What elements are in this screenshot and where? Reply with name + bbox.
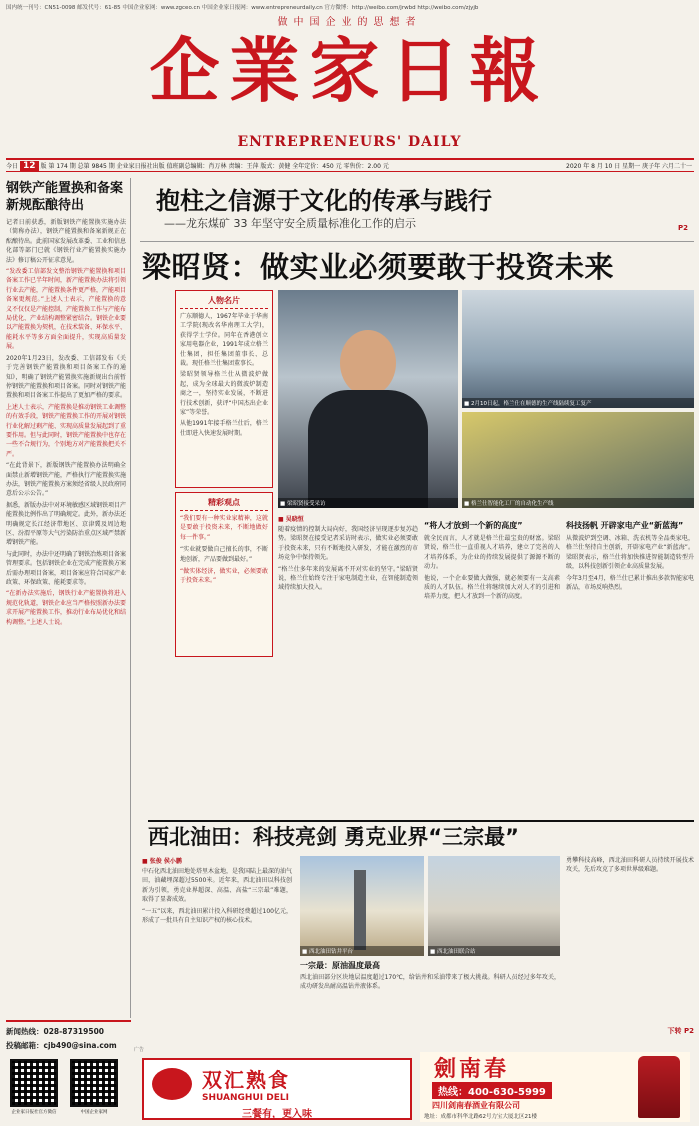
page-count-unit: 版 — [40, 163, 47, 170]
masthead-english: ENTREPRENEURS' DAILY — [237, 134, 462, 150]
left-paragraph: 2020年1月23日，发改委、工信部发布《关于完善钢铁产能置换和项目备案工作的通知》，明确了钢铁产能置换实施新规出台前暂停钢铁产能置换和项目备案。同时对钢铁产能置换和项目备案工作提出了更加严格的要求。 — [6, 354, 126, 400]
quotes-box — [175, 492, 273, 657]
feature-2-subhead: “将人才放到一个新的高度” — [424, 521, 523, 530]
profile-box-title: 人物名片 — [180, 295, 268, 309]
left-paragraph: 与此同时，办法中还明确了钢铁冶炼项目备案管理要求。包括钢铁企业在完成产能置换方案后需办理项目备案，项目备案应符合国家产业政策、环保政策、能耗要求等。 — [6, 550, 126, 587]
feature-3-subhead: 一宗最：原油温度最高 — [300, 961, 380, 970]
left-headline[interactable]: 钢铁产能置换和备案新规酝酿待出 — [6, 181, 124, 213]
feature-2-body: 从微波炉到空调、冰箱、洗衣机等全品类家电，格兰仕坚持自主创新，开辟家电产业“新蓝海”。梁昭贤表示，格兰仕将加快推进智能制造转型升级，以科技创新引领企业高质量发展。 — [566, 535, 694, 571]
feature-3-col-2 — [300, 960, 560, 1044]
hotline-row — [6, 1026, 131, 1037]
shuanghui-name: 双汇熟食 — [202, 1068, 290, 1092]
portrait-face — [340, 330, 396, 396]
profile-box — [175, 290, 273, 488]
issue-date: 2020 年 8 月 10 日 星期一 庚子年 六月二十一 — [566, 163, 692, 170]
feature-3-body: 勇攀科技高峰，西北油田科研人员持续开展技术攻关，先后攻克了多项世界级难题。 — [566, 857, 694, 874]
qr-label: 企业家日报社官方微信 — [11, 1110, 57, 1115]
feature-2-headline[interactable]: 梁昭贤：做实业必须要敢于投资未来 — [142, 250, 615, 284]
feature-2-body: “格兰仕多年来的发展离不开对实业的坚守。”梁昭贤说，格兰仕始终专注于家电制造主业，在智能制造领域持续加大投入。 — [278, 565, 418, 592]
feature-3-body: 西北油田部分区块地层温度超过170℃，给钻井和采油带来了极大挑战。科研人员经过多年攻关，成功研发出耐高温钻井液体系。 — [300, 974, 560, 991]
oilfield-photo-1-caption: ■ 西北油田钻井平台 — [300, 946, 424, 956]
left-paragraph: “发改委工信部发文整治钢铁产能置换和项目备案工作已半年时间，新产能置换办法将引领行业去产能，产能置换条件更严格，产能项目备案更规范。”上述人士表示，产能置换的意义不仅仅是产能控制，产能置换工作与产能布局优化、产业结构调整紧密结合。钢铁企业要以产能置换为契机，在技术装备、环保水平、能耗水平等多方面全面提升，实现高质量发展。 — [6, 268, 126, 351]
email-row — [6, 1040, 131, 1051]
feature-3-body: 中石化西北油田地处塔里木盆地，是我国陆上最深的油气田，油藏埋深超过5500米。近年来，西北油田以科技创新为引领，勇克业界超深、高温、高盐“三宗最”难题，取得了显著成效。 — [142, 868, 292, 904]
feature-3-col-3 — [566, 856, 694, 1044]
shuanghui-ad[interactable] — [142, 1058, 412, 1120]
left-paragraph: “在此背景下，新版钢铁产能置换办法明确全面禁止新增钢铁产能，严格执行产能置换实施办法，钢铁产能置换方案须经省级人民政府同意后公示公告。” — [6, 462, 126, 498]
left-paragraph: 据悉，新版办法中对环境敏感区域钢铁项目产能置换比例作出了明确规定。此外，新办法还明确规定长江经济带地区、京津冀及周边地区、汾渭平原等大气污染防治重点区域严禁新增钢铁产能。 — [6, 501, 126, 547]
jiannan-address: 地址：成都市科华北路62号力宝大厦北区21楼 — [424, 1114, 537, 1120]
factory-photo-1-caption: ■ 2月10日起，格兰仕在顺德的生产线陆续复工复产 — [462, 398, 694, 408]
shuanghui-slogan: 三餐有，更入味 — [242, 1109, 312, 1120]
feature-2-col-3 — [566, 514, 694, 814]
profile-text: 从他1991年接手格兰仕后，格兰仕即进入快速发展时期。 — [180, 420, 268, 437]
factory-photo-1[interactable] — [462, 290, 694, 408]
shuanghui-english: SHUANGHUI DELI — [202, 1093, 289, 1103]
portrait-photo[interactable] — [278, 290, 458, 508]
feature-2-author: ■ 吴晓恒 — [278, 516, 304, 523]
drill-rig-shape — [354, 870, 366, 950]
jiannan-phone[interactable]: 热线：400-630-5999 — [432, 1082, 552, 1099]
profile-text: 广东顺德人，1967年毕业于华南工学院(现改名华南理工大学)，获得学士学位。同年在香港创立家用电器企业，1991年成立格兰仕集团，担任集团董事长、总裁。现任格兰仕集团董事长。 — [180, 313, 268, 368]
masthead-slogan: 做中国企业的思想者 — [277, 17, 422, 28]
jiannan-ad[interactable] — [420, 1052, 690, 1122]
feature-2-body: 就全民而言，人才就是格兰仕最宝贵的财富。梁昭贤说，格兰仕一直重视人才培养，建立了完善的人才培养体系，为企业的持续发展提供了源源不断的动力。 — [424, 535, 560, 571]
hotline-number[interactable]: 028-87319500 — [43, 1027, 105, 1036]
left-paragraph: 上述人士表示，产能置换是推动钢铁工业调整的有效手段，钢铁产能置换工作的开展对钢铁行业化解过剩产能、实现高质量发展起到了重要作用。但与此同时，钢铁产能置换中也存在一些不合规行为，个别地方对产能置换把关不严。 — [6, 403, 126, 458]
feature-1-headline[interactable]: 抱柱之信源于文化的传承与践行 — [156, 186, 492, 215]
qr-label: 中国企业家网 — [80, 1110, 108, 1115]
left-column — [6, 178, 131, 1018]
factory-photo-2-caption: ■ 格兰仕智能化工厂的自动化生产线 — [462, 498, 694, 508]
feature-2-col-1 — [278, 514, 418, 814]
issue-details: 第 174 期 总第 9845 期 企业家日报社出版 值班副总编辑：肖万林 责编：王萍 版式：黄健 全年定价：450 元 零售价：2.00 元 — [48, 163, 389, 170]
wine-bottle-icon — [638, 1056, 680, 1118]
feature-3-page-ref[interactable]: 下转 P2 — [667, 1027, 694, 1035]
left-paragraph: “在新办法实施后，钢铁行业产能置换将进入规范化轨道，钢铁企业应当严格按照新办法要求开展产能置换工作，推动行业布局优化和结构调整。”上述人士说。 — [6, 590, 126, 626]
masthead-title: 企業家日報 — [149, 29, 550, 112]
jiannan-company: 四川剑南春酒业有限公司 — [432, 1101, 520, 1110]
qr-code-icon[interactable] — [70, 1059, 118, 1107]
feature-1-subline: ——龙东煤矿 33 年坚守安全质量标准化工作的启示 — [164, 217, 416, 230]
quote-text: “实业就要做自己擅长的事，不断地创新，产品要做到最好。” — [180, 546, 268, 563]
feature-2-body: 随着疫情的控制大局向好，我国经济呈现逐步复苏趋势。梁昭贤在接受记者采访时表示，做实业必须要敢于投资未来，只有不断地投入研发，才能在激烈的市场竞争中保持领先。 — [278, 526, 418, 562]
email-label: 投稿邮箱： — [6, 1041, 44, 1050]
quote-text: “我们要有一种实业家精神，这就是要敢于投资未来，不断地做好每一件事。” — [180, 515, 268, 541]
feature-2-subhead-2: 科技扬帆 开辟家电产业“新蓝海” — [566, 521, 684, 530]
hotline-label: 新闻热线： — [6, 1027, 44, 1036]
feature-3-col-1 — [142, 856, 292, 1044]
feature-1 — [140, 186, 694, 242]
oilfield-photo-1[interactable] — [300, 856, 424, 956]
oilfield-photo-2[interactable] — [428, 856, 560, 956]
pig-logo-icon — [152, 1068, 192, 1100]
portrait-suit — [308, 390, 428, 508]
contact-box — [6, 1020, 131, 1120]
qr-code-icon[interactable] — [10, 1059, 58, 1107]
quotes-box-title: 精彩观点 — [180, 497, 268, 511]
quote-text: “做实体经济，做实业，必须要敢于投资未来。” — [180, 568, 268, 585]
jiannan-brand: 劍南春 — [434, 1056, 510, 1082]
page-count-badge: 12 — [20, 161, 39, 171]
feature-3-body: “一五”以来，西北油田累计投入科研经费超过100亿元，形成了一批具有自主知识产权的核心技术。 — [142, 907, 292, 925]
feature-2-body: 今年3月至4月，格兰仕已累计推出多款智能家电新品，市场反响热烈。 — [566, 574, 694, 592]
feature-3-headline[interactable]: 西北油田：科技亮剑 勇克业界“三宗最” — [148, 820, 694, 852]
portrait-caption: ■ 梁昭贤接受采访 — [278, 498, 458, 508]
today-label: 今日 — [6, 163, 19, 170]
oilfield-photo-2-caption: ■ 西北油田联合站 — [428, 946, 560, 956]
feature-3-author: ■ 张俊 侯小鹏 — [142, 858, 182, 865]
ad-label: 广告 — [134, 1047, 145, 1053]
email-address[interactable]: cjb490@sina.com — [43, 1041, 117, 1050]
feature-1-page-ref[interactable]: P2 — [677, 224, 688, 232]
profile-text: 梁昭贤领导格兰仕从微波炉做起，成为全球最大的微波炉制造商之一，坚持实业发展，不断进行技术创新，获评“中国杰出企业家”等荣誉。 — [180, 371, 268, 417]
issue-info-bar — [6, 158, 694, 172]
left-paragraph: 记者日前获悉，新版钢铁产能置换实施办法（简称办法），钢铁产能置换和备案新规正在酝酿待出。此前国家发展改革委、工业和信息化部等部门已就《钢铁行业产能置换实施办法》修订稿公开征求意见。 — [6, 219, 126, 264]
feature-2-col-2 — [424, 514, 560, 814]
feature-2-body: 他说，一个企业要做大做强，就必须要有一支高素质的人才队伍。格兰仕将继续加大对人才的引进和培养力度，把人才放到一个新的高度。 — [424, 574, 560, 601]
top-info-line: 国内统一刊号：CN51-0098 邮发代号：61-85 中国企业家网：www.zgceo.cn 中国企业家日报网：www.entrepreneurdaily.cn 官方微博：http://weibo.com/jrwbd http://weibo.com/zjyjb — [6, 5, 479, 11]
factory-photo-2[interactable] — [462, 412, 694, 508]
